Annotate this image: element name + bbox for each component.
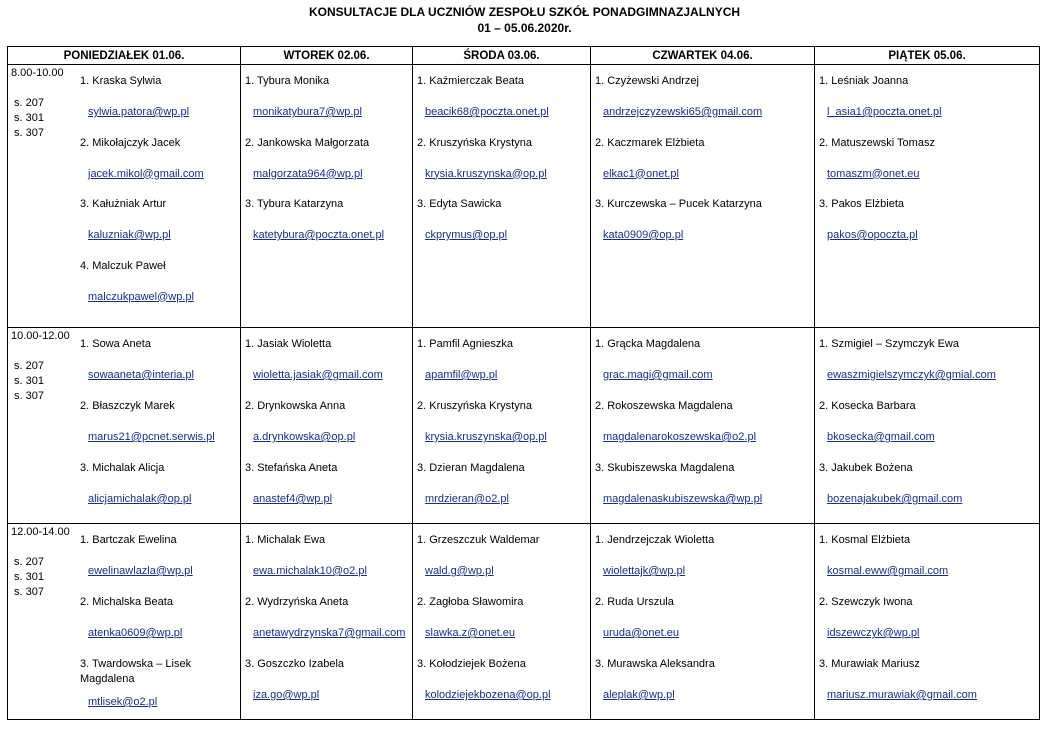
teacher-entry	[417, 461, 590, 523]
teacher-email-link[interactable]: mrdzieran@o2.pl	[425, 493, 509, 505]
teacher-email-link[interactable]: sylwia.patora@wp.pl	[88, 106, 190, 118]
teacher-entry	[245, 136, 412, 198]
teacher-name: 1. Szmigiel – Szymczyk Ewa	[819, 338, 959, 350]
teacher-name: 3. Goszczko Izabela	[245, 658, 345, 670]
room-label: s. 301	[14, 375, 44, 387]
teacher-email-link[interactable]: mtlisek@o2.pl	[88, 696, 158, 708]
teacher-name: 2. Kosecka Barbara	[819, 400, 916, 412]
teacher-name: 2. Michalska Beata	[80, 596, 173, 608]
teacher-name: 3. Michalak Alicja	[80, 462, 165, 474]
teacher-entry	[417, 657, 590, 719]
teacher-email-link[interactable]: andrzejczyzewski65@gmail.com	[603, 106, 763, 118]
schedule-cell-wednesday	[413, 524, 591, 720]
teacher-name: 1. Pamfil Agnieszka	[417, 338, 513, 350]
teacher-name: 3. Twardowska – Lisek Magdalena	[80, 658, 192, 685]
teacher-name: 2. Mikołajczyk Jacek	[80, 136, 181, 149]
teacher-email-link[interactable]: a.drynkowska@op.pl	[253, 431, 356, 443]
teacher-name: 1. Leśniak Joanna	[819, 75, 909, 87]
teacher-name: 2. Kaczmarek Elżbieta	[595, 136, 705, 149]
teacher-name: 3. Tybura Katarzyna	[245, 198, 344, 210]
day-header-tuesday: WTOREK 02.06.	[241, 47, 413, 65]
teacher-email-link[interactable]: apamfil@wp.pl	[425, 369, 498, 381]
teacher-entry	[819, 657, 1039, 719]
room-label: s. 207	[14, 360, 44, 372]
teacher-email-link[interactable]: kaluzniak@wp.pl	[88, 229, 171, 241]
teacher-name: 2. Jankowska Małgorzata	[245, 136, 370, 149]
teacher-name: 3. Murawska Aleksandra	[595, 658, 715, 670]
teacher-entry	[245, 533, 412, 595]
teacher-name: 3. Skubiszewska Magdalena	[595, 462, 735, 474]
teacher-email-link[interactable]: mariusz.murawiak@gmail.com	[827, 689, 977, 701]
teacher-entry	[245, 337, 412, 399]
teacher-name: 2. Wydrzyńska Aneta	[245, 596, 349, 608]
teacher-email-link[interactable]: anetawydrzynska7@gmail.com	[253, 627, 406, 639]
teacher-name: 1. Kraska Sylwia	[80, 75, 162, 87]
teacher-name: 4. Malczuk Paweł	[80, 259, 166, 272]
teacher-name: 1. Czyżewski Andrzej	[595, 75, 699, 87]
teacher-name: 1. Bartczak Ewelina	[80, 534, 177, 546]
teacher-name: 3. Edyta Sawicka	[417, 198, 502, 210]
teacher-name: 3. Jakubek Bożena	[819, 462, 913, 474]
time-slot-info	[8, 328, 78, 404]
teacher-entry	[819, 595, 1039, 657]
teacher-entry	[245, 657, 412, 719]
teacher-name: 1. Grzeszczuk Waldemar	[417, 534, 540, 546]
teacher-name: 1. Jendrzejczak Wioletta	[595, 534, 715, 546]
day-header-friday: PIĄTEK 05.06.	[815, 47, 1040, 65]
teacher-name: 2. Zagłoba Sławomira	[417, 596, 524, 608]
teacher-email-link[interactable]: anastef4@wp.pl	[253, 493, 333, 505]
teacher-entry	[819, 399, 1039, 461]
teacher-entry	[819, 533, 1039, 595]
teacher-entry	[417, 197, 590, 259]
room-list	[8, 80, 78, 141]
schedule-cell-thursday	[591, 328, 815, 524]
schedule-cell-tuesday	[241, 328, 413, 524]
teacher-email-link[interactable]: katetybura@poczta.onet.pl	[253, 229, 385, 241]
teacher-email-link[interactable]: malgorzata964@wp.pl	[253, 167, 363, 180]
teacher-name: 3. Pakos Elżbieta	[819, 198, 904, 210]
teacher-email-link[interactable]: uruda@onet.eu	[603, 627, 680, 639]
teacher-email-link[interactable]: beacik68@poczta.onet.pl	[425, 106, 549, 118]
teacher-email-link[interactable]: marus21@pcnet.serwis.pl	[88, 431, 215, 443]
time-slot-label: 12.00-14.00	[11, 526, 70, 538]
teacher-entry	[417, 337, 590, 399]
document-title: KONSULTACJE DLA UCZNIÓW ZESPOŁU SZKÓŁ PONADGIMNAZJALNYCH	[308, 5, 741, 19]
teacher-entry	[245, 197, 412, 259]
teacher-email-link[interactable]: grac.magi@gmail.com	[603, 369, 713, 381]
day-header-row	[8, 47, 1040, 65]
teacher-email-link[interactable]: wald.g@wp.pl	[425, 565, 494, 577]
room-label: s. 307	[14, 586, 44, 598]
schedule-cell-thursday	[591, 524, 815, 720]
teacher-email-link[interactable]: iza.go@wp.pl	[253, 689, 320, 701]
teacher-entry	[417, 399, 590, 461]
teacher-email-link[interactable]: kata0909@op.pl	[603, 229, 684, 241]
teacher-email-link[interactable]: krysia.kruszynska@op.pl	[425, 431, 547, 443]
teacher-email-link[interactable]: magdalenaskubiszewska@wp.pl	[603, 493, 763, 505]
teacher-email-link[interactable]: aleplak@wp.pl	[603, 689, 675, 701]
time-slot-label: 8.00-10.00	[11, 67, 64, 79]
teacher-entry	[819, 337, 1039, 399]
teacher-entry	[595, 595, 814, 657]
teacher-entry	[417, 595, 590, 657]
teacher-entry	[595, 657, 814, 719]
teacher-email-link[interactable]: alicjamichalak@op.pl	[88, 493, 192, 505]
teacher-entry	[245, 399, 412, 461]
teacher-entry	[595, 197, 814, 259]
teacher-email-link[interactable]: jacek.mikol@gmail.com	[88, 167, 204, 180]
teacher-email-link[interactable]: slawka.z@onet.eu	[425, 627, 516, 639]
teacher-entry	[595, 74, 814, 136]
teacher-entry	[80, 461, 240, 523]
teacher-entry	[417, 74, 590, 136]
teacher-name: 1. Michalak Ewa	[245, 534, 326, 546]
teacher-entry	[80, 74, 240, 136]
room-label: s. 307	[14, 390, 44, 402]
schedule-cell-friday	[815, 328, 1040, 524]
teacher-entry	[595, 461, 814, 523]
teacher-name: 3. Dzieran Magdalena	[417, 462, 525, 474]
teacher-name: 3. Murawiak Mariusz	[819, 658, 920, 670]
teacher-entry	[595, 533, 814, 595]
teacher-entry	[819, 461, 1039, 523]
schedule-cell-wednesday	[413, 328, 591, 524]
time-slot-info	[8, 65, 78, 141]
teacher-name: 2. Matuszewski Tomasz	[819, 136, 935, 149]
room-label: s. 307	[14, 127, 44, 139]
schedule-cell-friday	[815, 524, 1040, 720]
teacher-name: 2. Błaszczyk Marek	[80, 400, 175, 412]
teacher-entry	[245, 461, 412, 523]
teacher-email-link[interactable]: l_asia1@poczta.onet.pl	[827, 106, 942, 118]
schedule-cell-monday	[8, 65, 241, 328]
teacher-name: 1. Sowa Aneta	[80, 338, 151, 350]
teacher-email-link[interactable]: elkac1@onet.pl	[603, 167, 679, 180]
teacher-entry	[80, 197, 240, 259]
teacher-entry	[80, 595, 240, 657]
teacher-email-link[interactable]: sowaaneta@interia.pl	[88, 369, 194, 381]
day-header-wednesday: ŚRODA 03.06.	[413, 47, 591, 65]
teacher-name: 2. Kruszyńska Krystyna	[417, 136, 532, 149]
schedule-cell-thursday	[591, 65, 815, 328]
teacher-entry	[245, 595, 412, 657]
teacher-name: 3. Stefańska Aneta	[245, 462, 338, 474]
teacher-email-link[interactable]: magdalenarokoszewska@o2.pl	[603, 431, 757, 443]
teacher-entry	[80, 136, 240, 198]
room-label: s. 301	[14, 571, 44, 583]
teacher-entry	[819, 197, 1039, 259]
date-range: 01 – 05.06.2020r.	[477, 21, 572, 35]
time-slot-info	[8, 524, 78, 600]
teacher-entry	[417, 533, 590, 595]
time-slot-row	[8, 524, 1040, 720]
teacher-name: 3. Kałużniak Artur	[80, 198, 167, 210]
teacher-entry	[80, 399, 240, 461]
time-slot-row	[8, 328, 1040, 524]
schedule-cell-tuesday	[241, 65, 413, 328]
teacher-entry	[595, 136, 814, 198]
teacher-name: 2. Szewczyk Iwona	[819, 596, 913, 608]
teacher-email-link[interactable]: krysia.kruszynska@op.pl	[425, 167, 547, 180]
teacher-email-link[interactable]: ckprymus@op.pl	[425, 229, 508, 241]
day-header-monday: PONIEDZIAŁEK 01.06.	[8, 47, 241, 65]
teacher-email-link[interactable]: monikatybura7@wp.pl	[253, 106, 362, 118]
teacher-name: 1. Grącka Magdalena	[595, 338, 701, 350]
time-slot-row	[8, 65, 1040, 328]
teacher-email-link[interactable]: malczukpawel@wp.pl	[88, 290, 194, 303]
schedule-cell-monday	[8, 328, 241, 524]
teacher-email-link[interactable]: bozenajakubek@gmail.com	[827, 493, 963, 505]
teacher-entry	[80, 533, 240, 595]
room-label: s. 207	[14, 556, 44, 568]
teacher-entry	[595, 337, 814, 399]
teacher-email-link[interactable]: idszewczyk@wp.pl	[827, 627, 920, 639]
teacher-name: 2. Drynkowska Anna	[245, 400, 346, 412]
teacher-name: 1. Kaźmierczak Beata	[417, 75, 524, 87]
schedule-cell-monday	[8, 524, 241, 720]
teacher-email-link[interactable]: tomaszm@onet.eu	[827, 167, 920, 180]
teacher-entry	[80, 259, 240, 321]
teacher-entry	[245, 74, 412, 136]
teacher-entry	[819, 136, 1039, 198]
teacher-name: 3. Kołodziejek Bożena	[417, 658, 526, 670]
teacher-entry	[417, 136, 590, 198]
room-label: s. 301	[14, 112, 44, 124]
teacher-email-link[interactable]: bkosecka@gmail.com	[827, 431, 935, 443]
schedule-cell-tuesday	[241, 524, 413, 720]
teacher-entry	[595, 399, 814, 461]
schedule-cell-friday	[815, 65, 1040, 328]
teacher-entry	[819, 74, 1039, 136]
teacher-name: 2. Rokoszewska Magdalena	[595, 400, 733, 412]
teacher-name: 1. Jasiak Wioletta	[245, 338, 332, 350]
teacher-email-link[interactable]: wiolettajk@wp.pl	[603, 565, 686, 577]
time-slot-label: 10.00-12.00	[11, 330, 70, 342]
teacher-email-link[interactable]: atenka0609@wp.pl	[88, 627, 183, 639]
teacher-entry	[80, 337, 240, 399]
teacher-email-link[interactable]: ewelinawlazla@wp.pl	[88, 565, 193, 577]
teacher-email-link[interactable]: pakos@opoczta.pl	[827, 229, 918, 241]
teacher-name: 1. Tybura Monika	[245, 75, 330, 87]
room-list	[8, 343, 78, 404]
teacher-email-link[interactable]: wioletta.jasiak@gmail.com	[253, 369, 383, 381]
consultation-schedule-table	[7, 46, 1040, 720]
teacher-entry	[80, 657, 240, 719]
teacher-email-link[interactable]: ewaszmigielszymczyk@gmial.com	[827, 369, 996, 381]
teacher-email-link[interactable]: kosmal.eww@gmail.com	[827, 565, 949, 577]
teacher-name: 2. Kruszyńska Krystyna	[417, 400, 532, 412]
day-header-thursday: CZWARTEK 04.06.	[591, 47, 815, 65]
schedule-cell-wednesday	[413, 65, 591, 328]
teacher-email-link[interactable]: ewa.michalak10@o2.pl	[253, 565, 367, 577]
room-label: s. 207	[14, 97, 44, 109]
teacher-name: 2. Ruda Urszula	[595, 596, 674, 608]
teacher-name: 1. Kosmal Elżbieta	[819, 534, 911, 546]
teacher-name: 3. Kurczewska – Pucek Katarzyna	[595, 198, 762, 210]
teacher-email-link[interactable]: kolodziejekbozena@op.pl	[425, 689, 551, 701]
room-list	[8, 539, 78, 600]
